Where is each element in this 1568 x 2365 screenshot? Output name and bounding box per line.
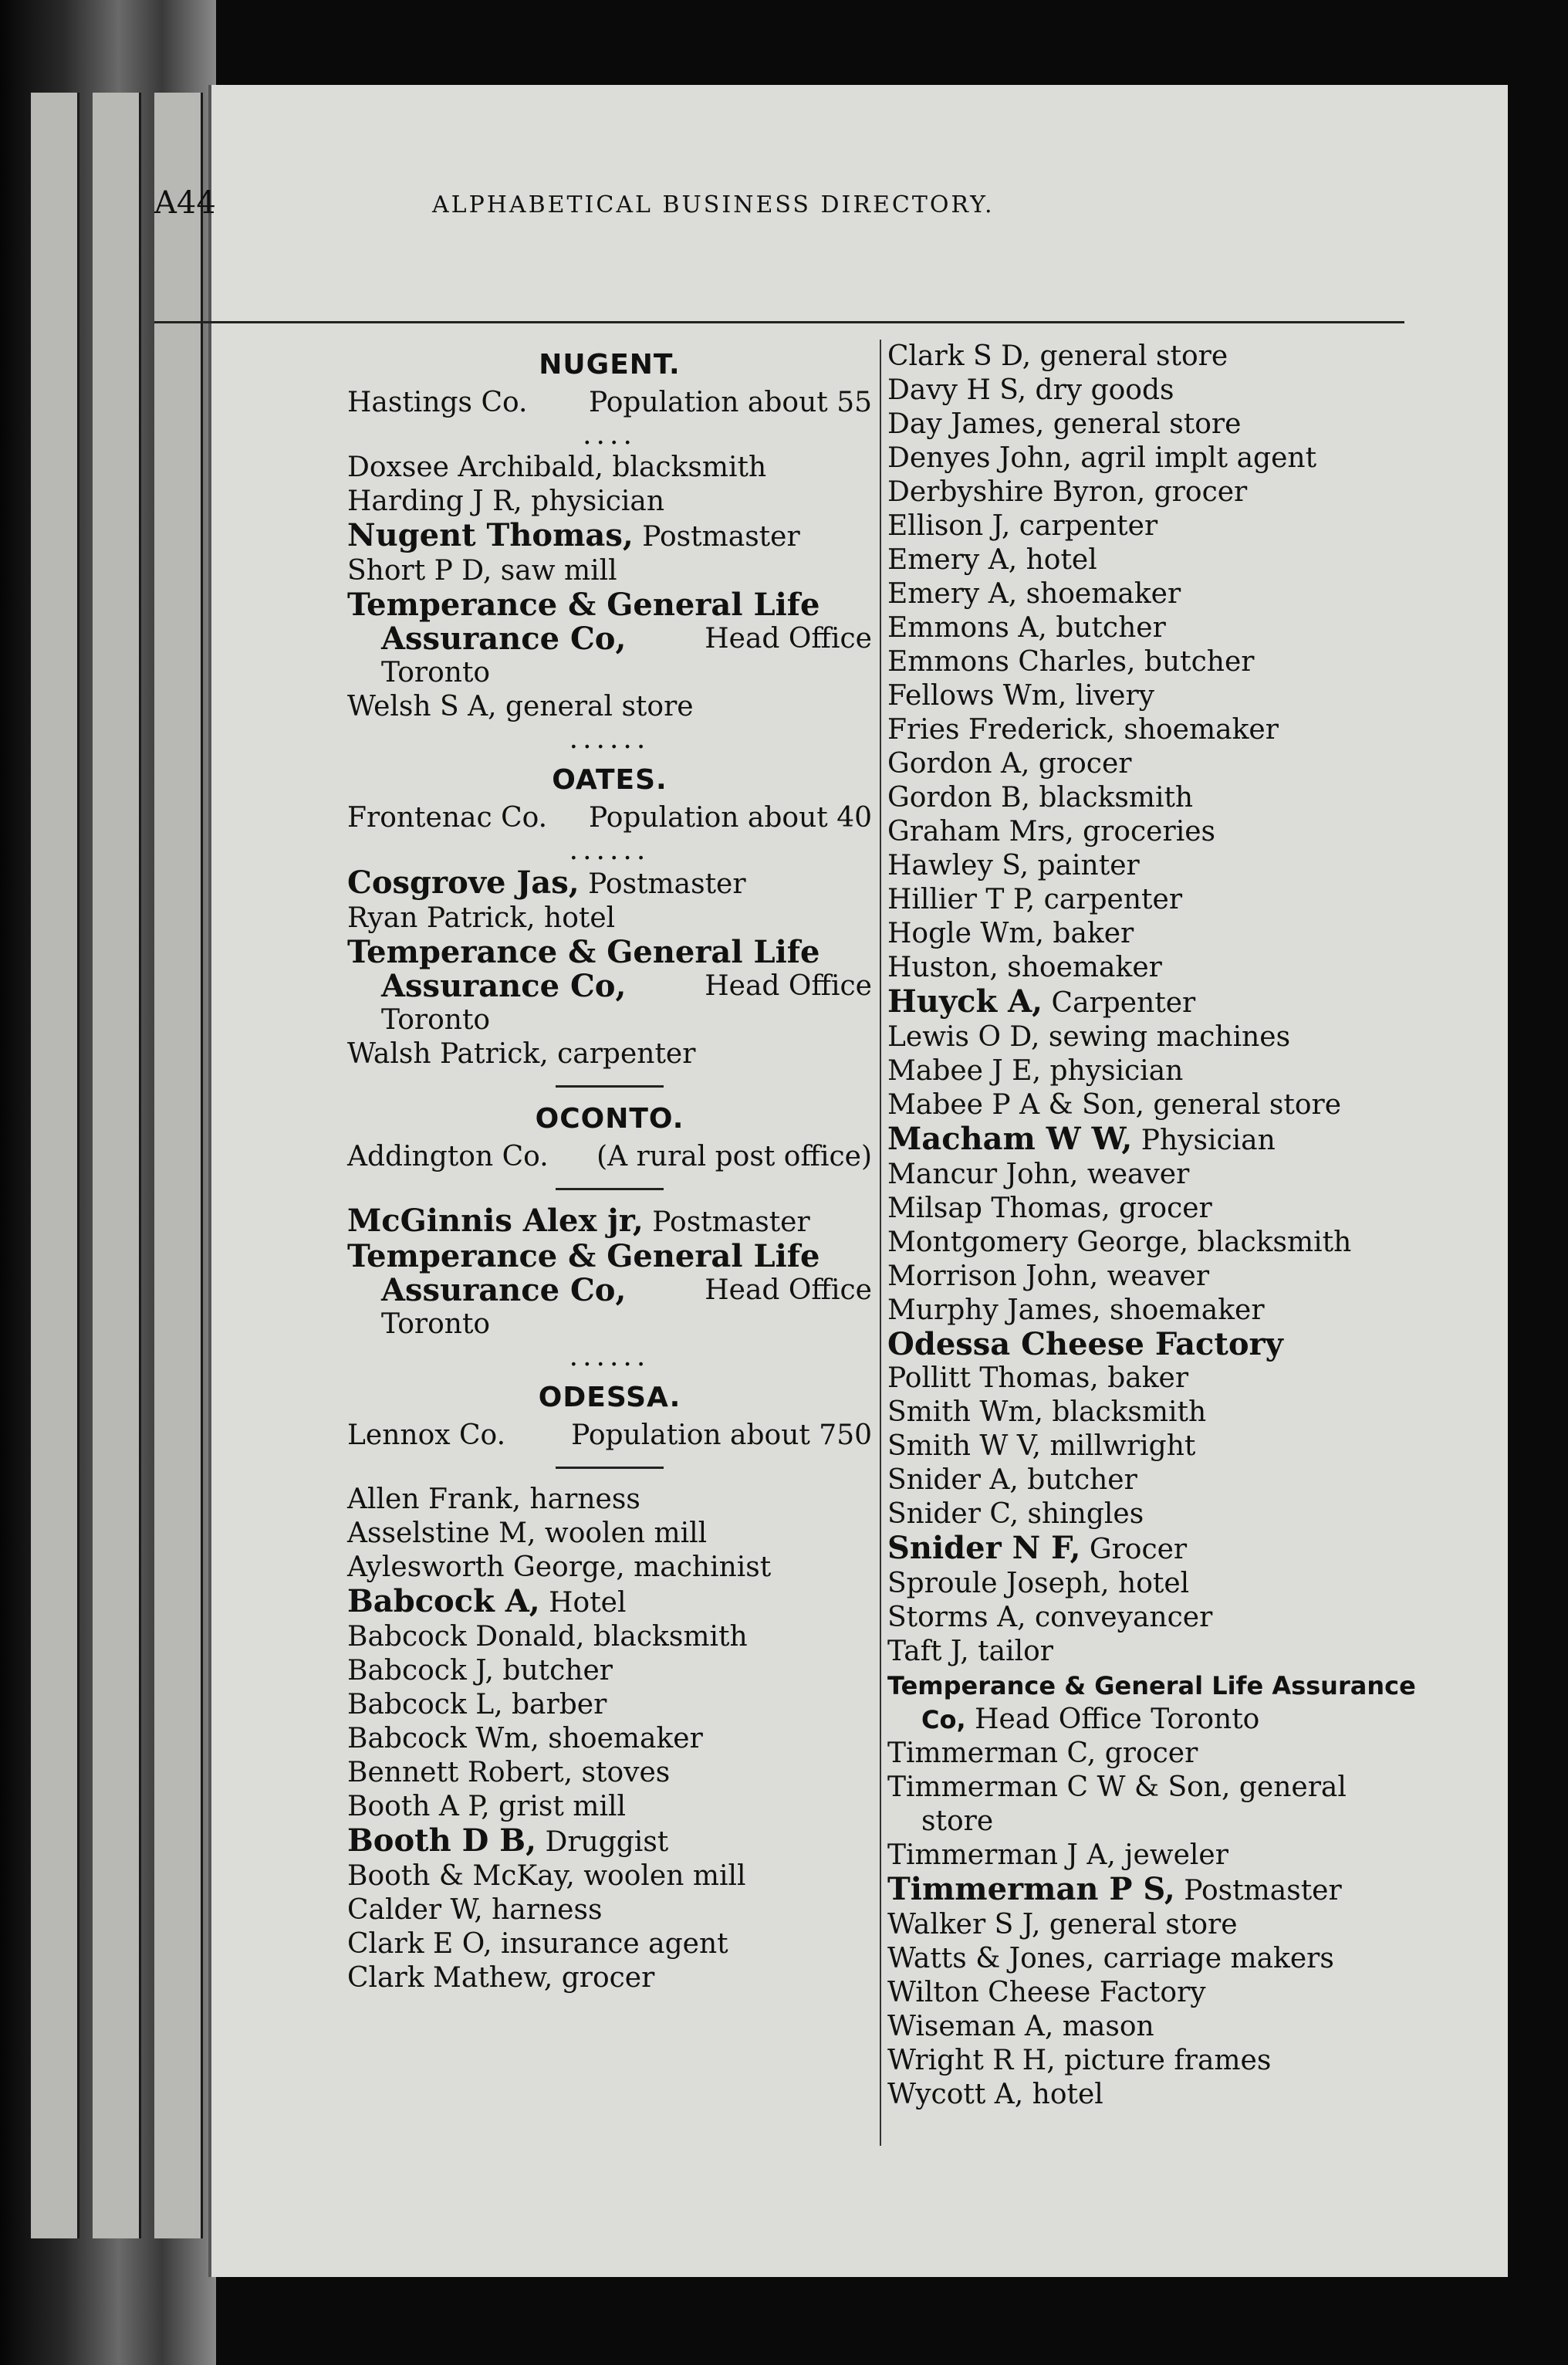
page-header	[154, 185, 1404, 232]
section-odessa	[347, 1380, 872, 1995]
temperance-ad: Temperance & General Life	[347, 934, 820, 970]
separator-dots: ......	[569, 1341, 651, 1372]
list-item: Emmons A, butcher	[887, 612, 1166, 644]
list-item: Clark E O, insurance agent	[347, 1928, 728, 1960]
column-divider	[880, 340, 881, 2146]
right-column	[887, 340, 1416, 2112]
list-item-bold: Snider N F, Grocer	[887, 1530, 1188, 1566]
section-title: ODESSA.	[538, 1382, 681, 1413]
temperance-ad: Temperance & General Life	[347, 1238, 820, 1274]
county-line: Frontenac Co. Population about 40	[347, 802, 872, 834]
left-column	[347, 340, 872, 1995]
list-item: Pollitt Thomas, baker	[887, 1362, 1189, 1394]
separator-dots: ......	[569, 834, 651, 866]
list-item: Wright R H, picture frames	[887, 2045, 1272, 2076]
list-item: Fries Frederick, shoemaker	[887, 714, 1279, 746]
separator-dots: ....	[583, 419, 637, 451]
list-item: Babcock J, butcher	[347, 1655, 613, 1687]
section-oates	[347, 763, 872, 1088]
list-item: Murphy James, shoemaker	[887, 1294, 1265, 1326]
list-item: Booth & McKay, woolen mill	[347, 1860, 746, 1892]
list-item: Walker S J, general store	[887, 1909, 1238, 1940]
list-item-postmaster: Nugent Thomas, Postmaster	[347, 517, 800, 553]
list-item-bold: Booth D B, Druggist	[347, 1822, 669, 1859]
section-title: OCONTO.	[535, 1103, 684, 1135]
temperance-ad: Assurance Co, Head Office	[381, 621, 872, 657]
list-item: Wycott A, hotel	[887, 2079, 1103, 2110]
list-item: store	[921, 1805, 994, 1837]
list-item: Wilton Cheese Factory	[887, 1977, 1206, 2008]
list-item: Mabee P A & Son, general store	[887, 1089, 1342, 1121]
running-title: ALPHABETICAL BUSINESS DIRECTORY.	[432, 191, 995, 218]
list-item: Mabee J E, physician	[887, 1055, 1184, 1087]
list-item-postmaster: Cosgrove Jas, Postmaster	[347, 864, 746, 901]
list-item-bold: Babcock A, Hotel	[347, 1583, 627, 1619]
list-item-bold: Macham W W, Physician	[887, 1121, 1276, 1157]
list-item: Mancur John, weaver	[887, 1159, 1190, 1190]
temperance-ad: Assurance Co, Head Office	[381, 968, 872, 1004]
temperance-ad: Toronto	[381, 657, 491, 689]
list-item: Timmerman C W & Son, general	[887, 1771, 1347, 1803]
list-item: Clark S D, general store	[887, 340, 1228, 372]
list-item: Snider C, shingles	[887, 1498, 1144, 1530]
list-item: Smith W V, millwright	[887, 1430, 1196, 1462]
list-item: Milsap Thomas, grocer	[887, 1193, 1212, 1224]
list-item: Taft J, tailor	[887, 1636, 1053, 1667]
short-rule	[556, 1467, 664, 1469]
temperance-ad: Toronto	[381, 1004, 491, 1036]
section-title: NUGENT.	[539, 349, 681, 381]
temperance-ad: Temperance & General Life	[347, 587, 820, 623]
list-item-postmaster: McGinnis Alex jr, Postmaster	[347, 1203, 810, 1239]
list-item: Emmons Charles, butcher	[887, 646, 1255, 678]
page-edge-strip	[93, 93, 141, 2238]
list-item: Allen Frank, harness	[347, 1484, 640, 1515]
short-rule	[556, 1188, 664, 1190]
list-item: Emery A, shoemaker	[887, 578, 1181, 610]
list-item: Clark Mathew, grocer	[347, 1962, 655, 1994]
temperance-ad: Assurance Co, Head Office	[381, 1272, 872, 1308]
section-title: OATES.	[552, 764, 667, 796]
list-item: Storms A, conveyancer	[887, 1602, 1213, 1633]
list-item-bold: Huyck A, Carpenter	[887, 983, 1196, 1020]
list-item: Timmerman C, grocer	[887, 1737, 1198, 1769]
list-item: Montgomery George, blacksmith	[887, 1226, 1352, 1258]
list-item: Sproule Joseph, hotel	[887, 1568, 1190, 1599]
page-edge-strip	[154, 93, 203, 2238]
list-item: Walsh Patrick, carpenter	[347, 1038, 696, 1070]
list-item: Huston, shoemaker	[887, 952, 1162, 983]
temperance-ad: Temperance & General Life Assurance	[887, 1671, 1416, 1700]
temperance-ad: Co, Head Office Toronto	[921, 1704, 1260, 1735]
list-item: Watts & Jones, carriage makers	[887, 1943, 1334, 1974]
list-item: Short P D, saw mill	[347, 555, 617, 587]
page-edge-strip	[31, 93, 79, 2238]
list-item: Snider A, butcher	[887, 1464, 1137, 1496]
section-nugent	[347, 347, 872, 755]
short-rule	[556, 1085, 664, 1088]
list-item: Ellison J, carpenter	[887, 510, 1158, 542]
list-item: Babcock Wm, shoemaker	[347, 1723, 703, 1754]
page-number: A44	[154, 185, 216, 221]
list-item: Booth A P, grist mill	[347, 1791, 626, 1822]
list-item-postmaster: Timmerman P S, Postmaster	[887, 1871, 1342, 1907]
list-item: Aylesworth George, machinist	[347, 1551, 772, 1583]
list-item: Smith Wm, blacksmith	[887, 1396, 1207, 1428]
list-item: Ryan Patrick, hotel	[347, 902, 616, 934]
list-item: Gordon B, blacksmith	[887, 782, 1194, 814]
temperance-ad: Toronto	[381, 1308, 491, 1340]
list-item: Gordon A, grocer	[887, 748, 1132, 780]
list-item: Emery A, hotel	[887, 544, 1097, 576]
county-line: Lennox Co. Population about 750	[347, 1419, 872, 1451]
list-item: Timmerman J A, jeweler	[887, 1839, 1228, 1871]
list-item-bold: Odessa Cheese Factory	[887, 1326, 1283, 1362]
list-item: Hawley S, painter	[887, 850, 1140, 881]
list-item: Lewis O D, sewing machines	[887, 1021, 1291, 1053]
list-item: Welsh S A, general store	[347, 691, 694, 722]
header-rule	[154, 321, 1404, 323]
list-item: Fellows Wm, livery	[887, 680, 1154, 712]
list-item: Derbyshire Byron, grocer	[887, 476, 1248, 508]
list-item: Davy H S, dry goods	[887, 374, 1174, 406]
section-oconto	[347, 1101, 872, 1372]
list-item: Babcock Donald, blacksmith	[347, 1621, 748, 1653]
list-item: Babcock L, barber	[347, 1689, 607, 1720]
list-item: Day James, general store	[887, 408, 1242, 440]
list-item: Hogle Wm, baker	[887, 918, 1134, 949]
list-item: Denyes John, agril implt agent	[887, 442, 1317, 474]
list-item: Hillier T P, carpenter	[887, 884, 1183, 915]
separator-dots: ......	[569, 723, 651, 755]
list-item: Harding J R, physician	[347, 486, 665, 517]
county-line: Addington Co. (A rural post office)	[347, 1141, 872, 1172]
list-item: Graham Mrs, groceries	[887, 816, 1215, 848]
list-item: Bennett Robert, stoves	[347, 1757, 671, 1788]
list-item: Calder W, harness	[347, 1894, 603, 1926]
list-item: Wiseman A, mason	[887, 2011, 1154, 2042]
list-item: Asselstine M, woolen mill	[347, 1517, 708, 1549]
list-item: Morrison John, weaver	[887, 1260, 1210, 1292]
list-item: Doxsee Archibald, blacksmith	[347, 452, 767, 483]
county-line: Hastings Co. Population about 55	[347, 387, 872, 418]
